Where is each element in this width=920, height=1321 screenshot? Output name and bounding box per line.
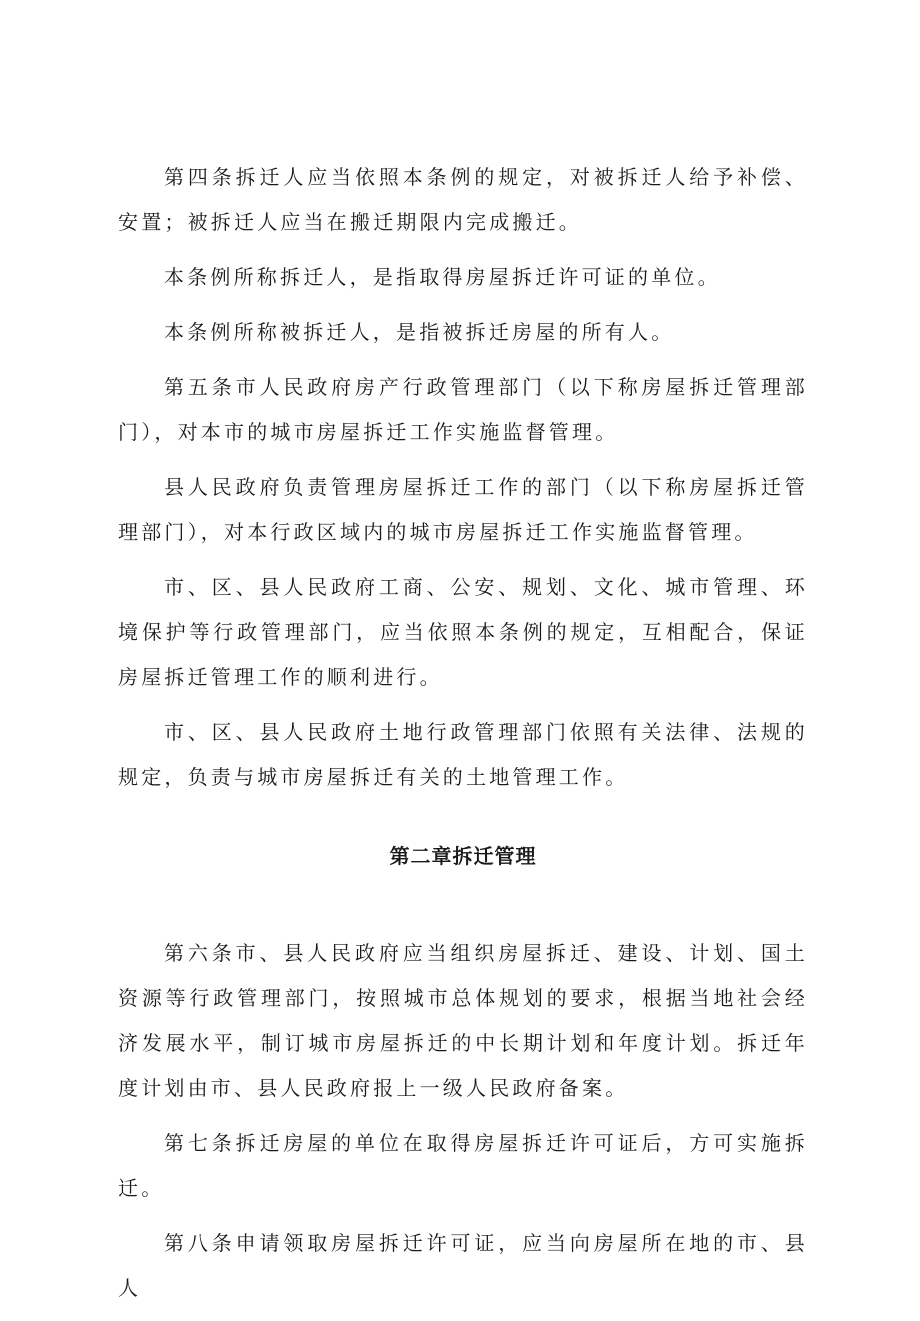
county-department-paragraph: 县人民政府负责管理房屋拆迁工作的部门（以下称房屋拆迁管理部门），对本行政区域内的城市房屋拆迁工作实施监督管理。 xyxy=(118,475,808,544)
article-8-paragraph: 第八条申请领取房屋拆迁许可证，应当向房屋所在地的市、县人 xyxy=(118,1231,808,1300)
article-6-paragraph: 第六条市、县人民政府应当组织房屋拆迁、建设、计划、国土资源等行政管理部门，按照城市总体规划的要求，根据当地社会经济发展水平，制订城市房屋拆迁的中长期计划和年度计划。拆迁年度计划由市、县人民政府报上一级人民政府备案。 xyxy=(118,941,808,1100)
section-general-provisions xyxy=(118,155,808,800)
article-4-paragraph: 第四条拆迁人应当依照本条例的规定，对被拆迁人给予补偿、安置；被拆迁人应当在搬迁期限内完成搬迁。 xyxy=(118,165,808,234)
demolished-party-definition-paragraph: 本条例所称被拆迁人，是指被拆迁房屋的所有人。 xyxy=(164,320,675,344)
article-7-paragraph: 第七条拆迁房屋的单位在取得房屋拆迁许可证后，方可实施拆迁。 xyxy=(118,1131,808,1200)
demolisher-definition-paragraph: 本条例所称拆迁人，是指取得房屋拆迁许可证的单位。 xyxy=(164,265,721,289)
departments-cooperation-paragraph: 市、区、县人民政府工商、公安、规划、文化、城市管理、环境保护等行政管理部门，应当依照本条例的规定，互相配合，保证房屋拆迁管理工作的顺利进行。 xyxy=(118,575,808,689)
document-body xyxy=(118,155,808,1321)
section-demolition-management xyxy=(118,931,808,1311)
article-5-paragraph: 第五条市人民政府房产行政管理部门（以下称房屋拆迁管理部门），对本市的城市房屋拆迁工作实施监督管理。 xyxy=(118,375,808,444)
chapter-title: 第二章拆迁管理 xyxy=(389,844,537,868)
land-department-paragraph: 市、区、县人民政府土地行政管理部门依照有关法律、法规的规定，负责与城市房屋拆迁有关的土地管理工作。 xyxy=(118,720,808,789)
